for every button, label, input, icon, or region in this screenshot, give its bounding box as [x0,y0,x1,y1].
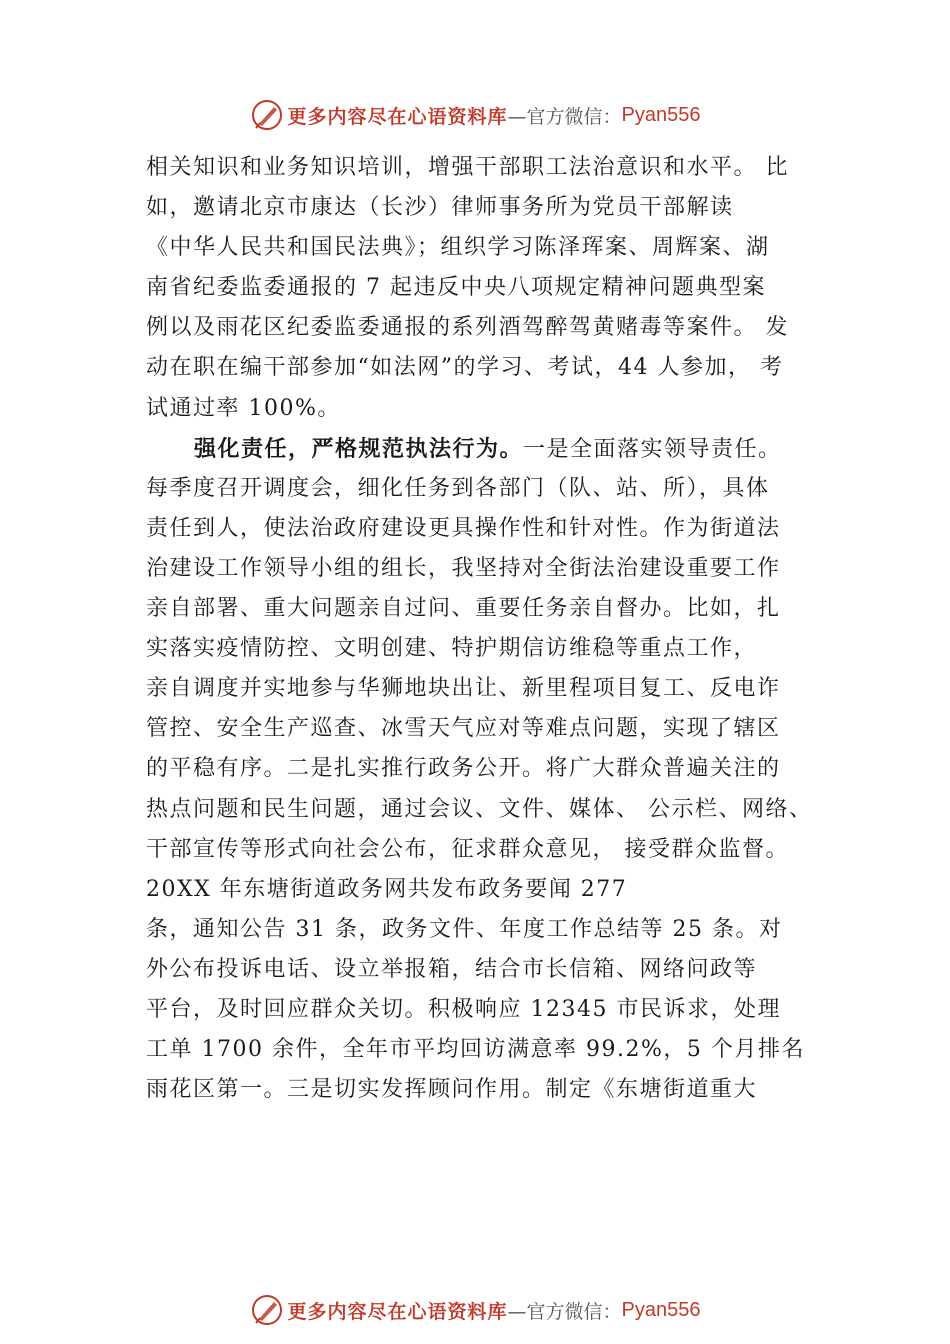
body-line: 《中华人民共和国民法典》；组织学习陈泽珲案、周辉案、湖 [146,235,770,261]
body-line: 治建设工作领导小组的组长，我坚持对全街法治建设重要工作 [146,555,781,581]
body-line: 工单 1700 余件，全年市平均回访满意率 99.2%，5 个月排名 [146,1037,805,1063]
banner-brand-text: 更多内容尽在心语资料库 [287,105,508,128]
body-line: 亲自调度并实地参与华狮地块出让、新里程项目复工、反电诈 [146,676,781,702]
body-line: 实落实疫情防控、文明创建、特护期信访维稳等重点工作， [146,636,758,662]
footer-banner [0,1290,950,1330]
banner-wechat-id: Pyan556 [621,1298,701,1321]
document-body [146,148,836,1110]
paragraph-2-first-line [146,429,836,469]
body-line: 热点问题和民生问题，通过会议、文件、媒体、 公示栏、网络、 [146,796,813,822]
body-line: 南省纪委监委通报的 7 起违反中央八项规定精神问题典型案 [146,275,766,301]
body-line: 条，通知公告 31 条，政务文件、年度工作总结等 25 条。对 [146,916,783,942]
paragraph-text: 一是全面落实领导责任。 [523,436,782,462]
body-line: 动在职在编干部参加“如法网”的学习、考试，44 人参加， 考 [146,355,784,381]
body-line: 平台，及时回应群众关切。积极响应 12345 市民诉求，处理 [146,996,781,1022]
quill-logo-icon [250,98,284,132]
banner-official-label: —官方微信： [507,105,622,128]
body-line: 管控、安全生产巡查、冰雪天气应对等难点问题，实现了辖区 [146,716,781,742]
body-line: 20XX 年东塘街道政务网共发布政务要闻 277 [146,876,628,902]
body-line: 雨花区第一。三是切实发挥顾问作用。制定《东塘街道重大 [146,1077,758,1103]
body-line: 如，邀请北京市康达（长沙）律师事务所为党员干部解读 [146,195,734,221]
body-line: 干部宣传等形式向社会公布，征求群众意见， 接受群众监督。 [146,836,789,862]
banner-brand-text: 更多内容尽在心语资料库 [287,1300,508,1323]
body-line: 每季度召开调度会，细化任务到各部门（队、站、所），具体 [146,475,770,501]
body-line: 亲自部署、重大问题亲自过问、重要任务亲自督办。比如，扎 [146,596,781,622]
quill-logo-icon [250,1293,284,1327]
body-line: 试通过率 100%。 [146,395,341,421]
body-line: 例以及雨花区纪委监委通报的系列酒驾醉驾黄赌毒等案件。 发 [146,315,789,341]
body-line: 的平稳有序。二是扎实推行政务公开。将广大群众普遍关注的 [146,756,781,782]
body-line: 相关知识和业务知识培训，增强干部职工法治意识和水平。 比 [146,155,789,180]
banner-wechat-id: Pyan556 [621,103,701,126]
body-line: 责任到人，使法治政府建设更具操作性和针对性。作为街道法 [146,515,781,541]
banner-official-label: —官方微信： [507,1300,622,1323]
header-banner [0,95,950,135]
body-line: 外公布投诉电话、设立举报箱，结合市长信箱、网络问政等 [146,956,758,982]
paragraph-heading: 强化责任，严格规范执法行为。 [194,435,524,462]
